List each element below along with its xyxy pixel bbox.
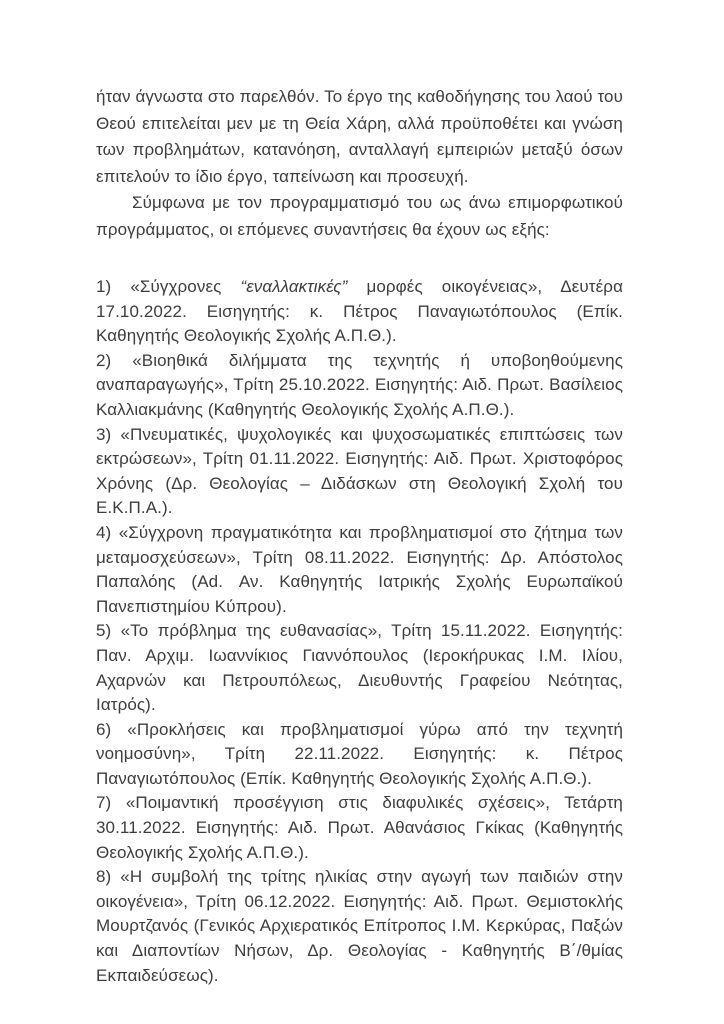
blank-line: [96, 243, 623, 275]
list-item-7: 7) «Ποιμαντική προσέγγιση στις διαφυλικές σχέσεις», Τετάρτη 30.11.2022. Εισηγητής: Αιδ. Πρωτ. Αθανάσιος Γκίκας (Καθηγητής Θεολογικής Σχολής Α.Π.Θ.).: [96, 793, 623, 862]
paragraph-intro: ήταν άγνωστα στο παρελθόν. Το έργο της καθοδήγησης του λαού του Θεού επιτελείται μεν με τη Θεία Χάρη, αλλά προϋποθέτει και γνώση των προβλημάτων, κατανόηση, ανταλλαγή εμπειριών μεταξύ όσων επιτελούν το ίδιο έργο, ταπείνωση και προσευχή.: [96, 87, 623, 186]
list-item-5: 5) «Το πρόβλημα της ευθανασίας», Τρίτη 15.11.2022. Εισηγητής: Παν. Αρχιμ. Ιωαννίκιος Γιαννόπουλος (Ιεροκήρυκας Ι.Μ. Ιλίου, Αχαρνών και Πετρουπόλεως, Διευθυντής Γραφείου Νεότητας, Ιατρός).: [96, 621, 623, 715]
list-item-4: 4) «Σύγχρονη πραγματικότητα και προβληματισμοί στο ζήτημα των μεταμοσχεύσεων», Τρίτη 08.11.2022. Εισηγητής: Δρ. Απόστολος Παπαλόης (Ad. Αν. Καθηγητής Ιατρικής Σχολής Ευρωπαϊκού Πανεπιστημίου Κύπρου).: [96, 522, 623, 616]
list-item-6: 6) «Προκλήσεις και προβληματισμοί γύρω από την τεχνητή νοημοσύνη», Τρίτη 22.11.2022. Εισηγητής: κ. Πέτρος Παναγιωτόπουλος (Επίκ. Καθηγητής Θεολογικής Σχολής Α.Π.Θ.).: [96, 719, 623, 788]
paragraph-program-note: Σύμφωνα με τον προγραμματισμό του ως άνω επιμορφωτικού προγράμματος, οι επόμενες συναντήσεις θα έχουν ως εξής:: [96, 193, 623, 239]
list-item-2: 2) «Βιοηθικά διλήμματα της τεχνητής ή υποβοηθούμενης αναπαραγωγής», Τρίτη 25.10.2022. Εισηγητής: Αιδ. Πρωτ. Βασίλειος Καλλιακμάνης (Καθηγητής Θεολογικής Σχολής Α.Π.Θ.).: [96, 350, 623, 419]
list-item-3: 3) «Πνευματικές, ψυχολογικές και ψυχοσωματικές επιπτώσεις των εκτρώσεων», Τρίτη 01.11.2022. Εισηγητής: Αιδ. Πρωτ. Χριστοφόρος Χρόνης (Δρ. Θεολογίας – Διδάσκων στη Θεολογική Σχολή του Ε.Κ.Π.Α.).: [96, 424, 623, 518]
list-item-1-text-post: μορφές οικογένειας», Δευτέρα 17.10.2022. Εισηγητής: κ. Πέτρος Παναγιωτόπουλος (Επίκ. Καθηγητής Θεολογικής Σχολής Α.Π.Θ.).: [96, 277, 623, 346]
list-item-1-italic-phrase: “εναλλακτικές”: [240, 277, 348, 296]
document-text-block: [96, 84, 623, 988]
list-item-8: 8) «Η συμβολή της τρίτης ηλικίας στην αγωγή των παιδιών στην οικογένεια», Τρίτη 06.12.2022. Εισηγητής: Αιδ. Πρωτ. Θεμιστοκλής Μουρτζανός (Γενικός Αρχιερατικός Επίτροπος Ι.Μ. Κερκύρας, Παξών και Διαποντίων Νήσων, Δρ. Θεολογίας - Καθηγητής Β΄/θμίας Εκπαιδεύσεως).: [96, 867, 623, 985]
list-item-1: [96, 275, 623, 349]
list-item-1-text-pre: 1) «Σύγχρονες: [96, 277, 241, 296]
